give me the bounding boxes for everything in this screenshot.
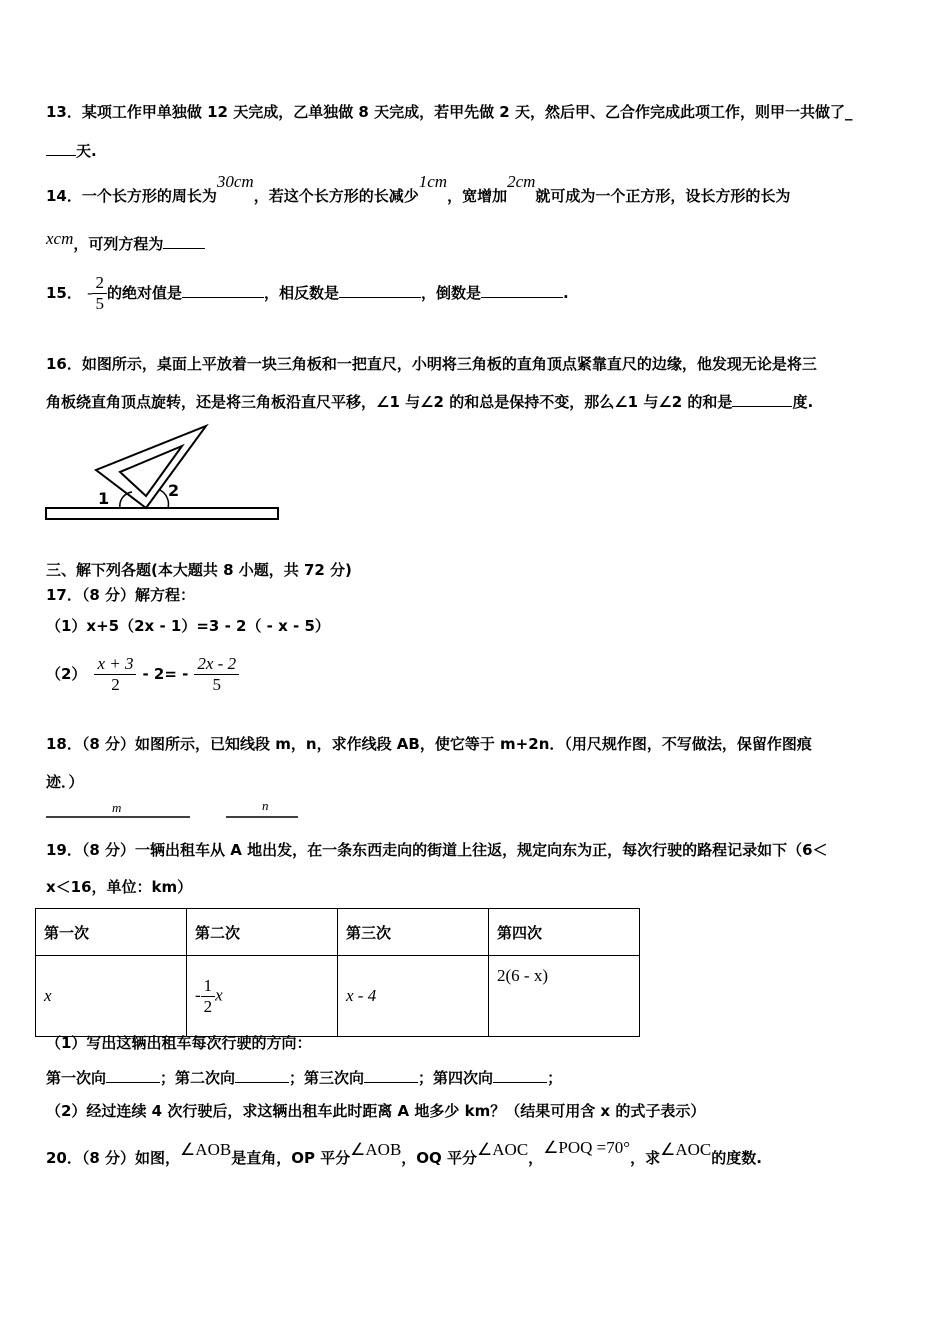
- header-cell-2: 第二次: [187, 909, 338, 956]
- q19-directions-line: [46, 1068, 562, 1088]
- q14-value-width-increase: 2cm: [507, 172, 536, 191]
- value-cell-2-fraction: [201, 976, 216, 1017]
- table-value-row: [36, 956, 640, 1037]
- q20-text-6: 的度数.: [711, 1149, 762, 1167]
- q18-segments-figure: [40, 798, 310, 822]
- q16-line1: 16．如图所示，桌面上平放着一块三角板和一把直尺，小明将三角板的直角顶点紧靠直尺的边缘，他发现无论是将三: [46, 355, 817, 373]
- q19-line1: 19．（8 分）一辆出租车从 A 地出发，在一条东西走向的街道上往返，规定向东为正，每次行驶的路程记录如下（6＜: [46, 841, 828, 859]
- q14-answer-blank[interactable]: [163, 234, 205, 249]
- dir-blank-3[interactable]: [364, 1068, 418, 1083]
- header-cell-3: 第三次: [338, 909, 489, 956]
- q13-answer-blank[interactable]: [46, 141, 76, 156]
- dir-blank-2[interactable]: [235, 1068, 289, 1083]
- dir-label-4: ；第四次向: [418, 1069, 494, 1087]
- q20-math-3: ∠AOC: [477, 1140, 529, 1159]
- q15-fraction-num: 2: [92, 273, 107, 294]
- q20-math-5: ∠AOC: [660, 1140, 712, 1159]
- q15-line: [46, 270, 569, 317]
- q16-line2-end: 度.: [792, 393, 814, 411]
- q14-text-4: 就可成为一个正方形，设长方形的长为: [535, 187, 791, 205]
- q13-line2: [46, 141, 97, 161]
- dir-blank-4[interactable]: [493, 1068, 547, 1083]
- angle1-label: 1: [98, 489, 110, 508]
- q16-line2: [46, 392, 813, 412]
- q15-number: 15．: [46, 284, 82, 302]
- q15-fraction: [92, 273, 107, 314]
- q14-line2: [46, 229, 205, 254]
- q17-eq2-label: （2）: [46, 665, 87, 683]
- q16-triangle-ruler-figure: [40, 420, 290, 525]
- q14-text-1: 14．一个长方形的周长为: [46, 187, 217, 205]
- q15-sign: -: [87, 284, 93, 302]
- q13-line1: 13．某项工作甲单独做 12 天完成，乙单独做 8 天完成，若甲先做 2 天，然后甲、乙合作完成此项工作，则甲一共做了_: [46, 103, 853, 121]
- q17-equation1: （1）x+5（2x - 1）=3 - 2（ - x - 5）: [46, 617, 330, 635]
- q19-sub2: （2）经过连续 4 次行驶后，求这辆出租车此时距离 A 地多少 km？（结果可用含 x 的式子表示）: [46, 1102, 706, 1120]
- q15-abs-blank[interactable]: [182, 283, 264, 298]
- q20-text-5: ，求: [630, 1149, 661, 1167]
- q14-text-2: ，若这个长方形的长减少: [253, 187, 419, 205]
- dir-label-3: ；第三次向: [289, 1069, 365, 1087]
- value-cell-2: [187, 956, 338, 1037]
- q20-text-4: ，: [528, 1149, 544, 1167]
- q16-line2-text: 角板绕直角顶点旋转，还是将三角板沿直尺平移，∠1 与∠2 的和总是保持不变，那么∠1 与∠2 的和是: [46, 393, 733, 411]
- q14-text-5: ，可列方程为: [73, 235, 164, 253]
- value-cell-4: [489, 956, 640, 1037]
- value-cell-3-text: x - 4: [346, 986, 377, 1005]
- q15-fraction-den: 5: [95, 294, 104, 313]
- q14-text-3: ，宽增加: [447, 187, 508, 205]
- table-header-row: [36, 909, 640, 956]
- triangle-outer-shape: [96, 426, 206, 508]
- value-cell-1: [36, 956, 187, 1037]
- dir-label-end: ；: [547, 1069, 563, 1087]
- dir-label-1: 第一次向: [46, 1069, 107, 1087]
- value-cell-4-text: 2(6 - x): [497, 966, 548, 985]
- q17-eq2-fraction2: [194, 654, 239, 695]
- q19-sub1: （1）写出这辆出租车每次行驶的方向：: [46, 1034, 312, 1052]
- value-cell-1-text: x: [44, 986, 52, 1005]
- q15-text-reciprocal: ，倒数是: [420, 284, 481, 302]
- q20-math-2: ∠AOB: [350, 1140, 402, 1159]
- segment-n-label: n: [262, 798, 269, 813]
- section3-heading: 三、解下列各题(本大题共 8 小题，共 72 分): [46, 561, 352, 579]
- q20-text-2: 是直角，OP 平分: [231, 1149, 351, 1167]
- q14-value-length-decrease: 1cm: [418, 172, 448, 191]
- q14-line1: [46, 172, 791, 206]
- angle1-arc: [120, 492, 132, 508]
- q18-line1: 18．（8 分）如图所示，已知线段 m，n，求作线段 AB，使它等于 m+2n．（用尺规作图，不写做法，保留作图痕: [46, 735, 812, 753]
- q20-text-3: ，OQ 平分: [401, 1149, 478, 1167]
- q16-answer-blank[interactable]: [732, 392, 792, 407]
- q14-value-length-var: xcm: [46, 229, 74, 248]
- q20-line: [46, 1138, 762, 1168]
- header-cell-1: 第一次: [36, 909, 187, 956]
- ruler-shape: [46, 508, 278, 519]
- q17-eq2-fraction1: [94, 654, 136, 695]
- q17-eq2-f2-num: 2x - 2: [194, 654, 239, 675]
- q15-text-opposite: ，相反数是: [263, 284, 339, 302]
- q17-eq2-middle: - 2= -: [142, 665, 189, 683]
- q15-reciprocal-blank[interactable]: [481, 283, 563, 298]
- q17-title: 17．（8 分）解方程：: [46, 586, 196, 604]
- value-cell-2-var: x: [215, 984, 223, 1004]
- q17-equation2: [46, 650, 239, 698]
- header-cell-4: 第四次: [489, 909, 640, 956]
- value-cell-2-den: 2: [203, 996, 213, 1016]
- q17-eq2-f1-num: x + 3: [94, 654, 136, 675]
- q20-math-4: ∠POQ =70°: [543, 1138, 631, 1157]
- q20-text-1: 20．（8 分）如图，: [46, 1149, 181, 1167]
- q20-math-1: ∠AOB: [180, 1140, 232, 1159]
- q17-eq2-f2-den: 5: [212, 675, 221, 694]
- q19-record-table: [35, 908, 640, 1037]
- q17-eq2-f1-den: 2: [111, 675, 120, 694]
- dir-blank-1[interactable]: [106, 1068, 160, 1083]
- value-cell-3: [338, 956, 489, 1037]
- q15-end: .: [562, 284, 569, 302]
- q14-value-perimeter: 30cm: [216, 172, 254, 191]
- q19-line2: x＜16，单位：km）: [46, 878, 193, 896]
- dir-label-2: ；第二次向: [160, 1069, 236, 1087]
- value-cell-2-sign: -: [195, 984, 201, 1004]
- q18-line2: 迹．）: [46, 773, 84, 791]
- angle2-label: 2: [168, 481, 180, 500]
- q15-opposite-blank[interactable]: [339, 283, 421, 298]
- q15-text-abs: 的绝对值是: [106, 284, 182, 302]
- value-cell-2-num: 1: [201, 976, 216, 997]
- segment-m-label: m: [112, 800, 122, 815]
- q13-line2-text: 天.: [76, 142, 97, 160]
